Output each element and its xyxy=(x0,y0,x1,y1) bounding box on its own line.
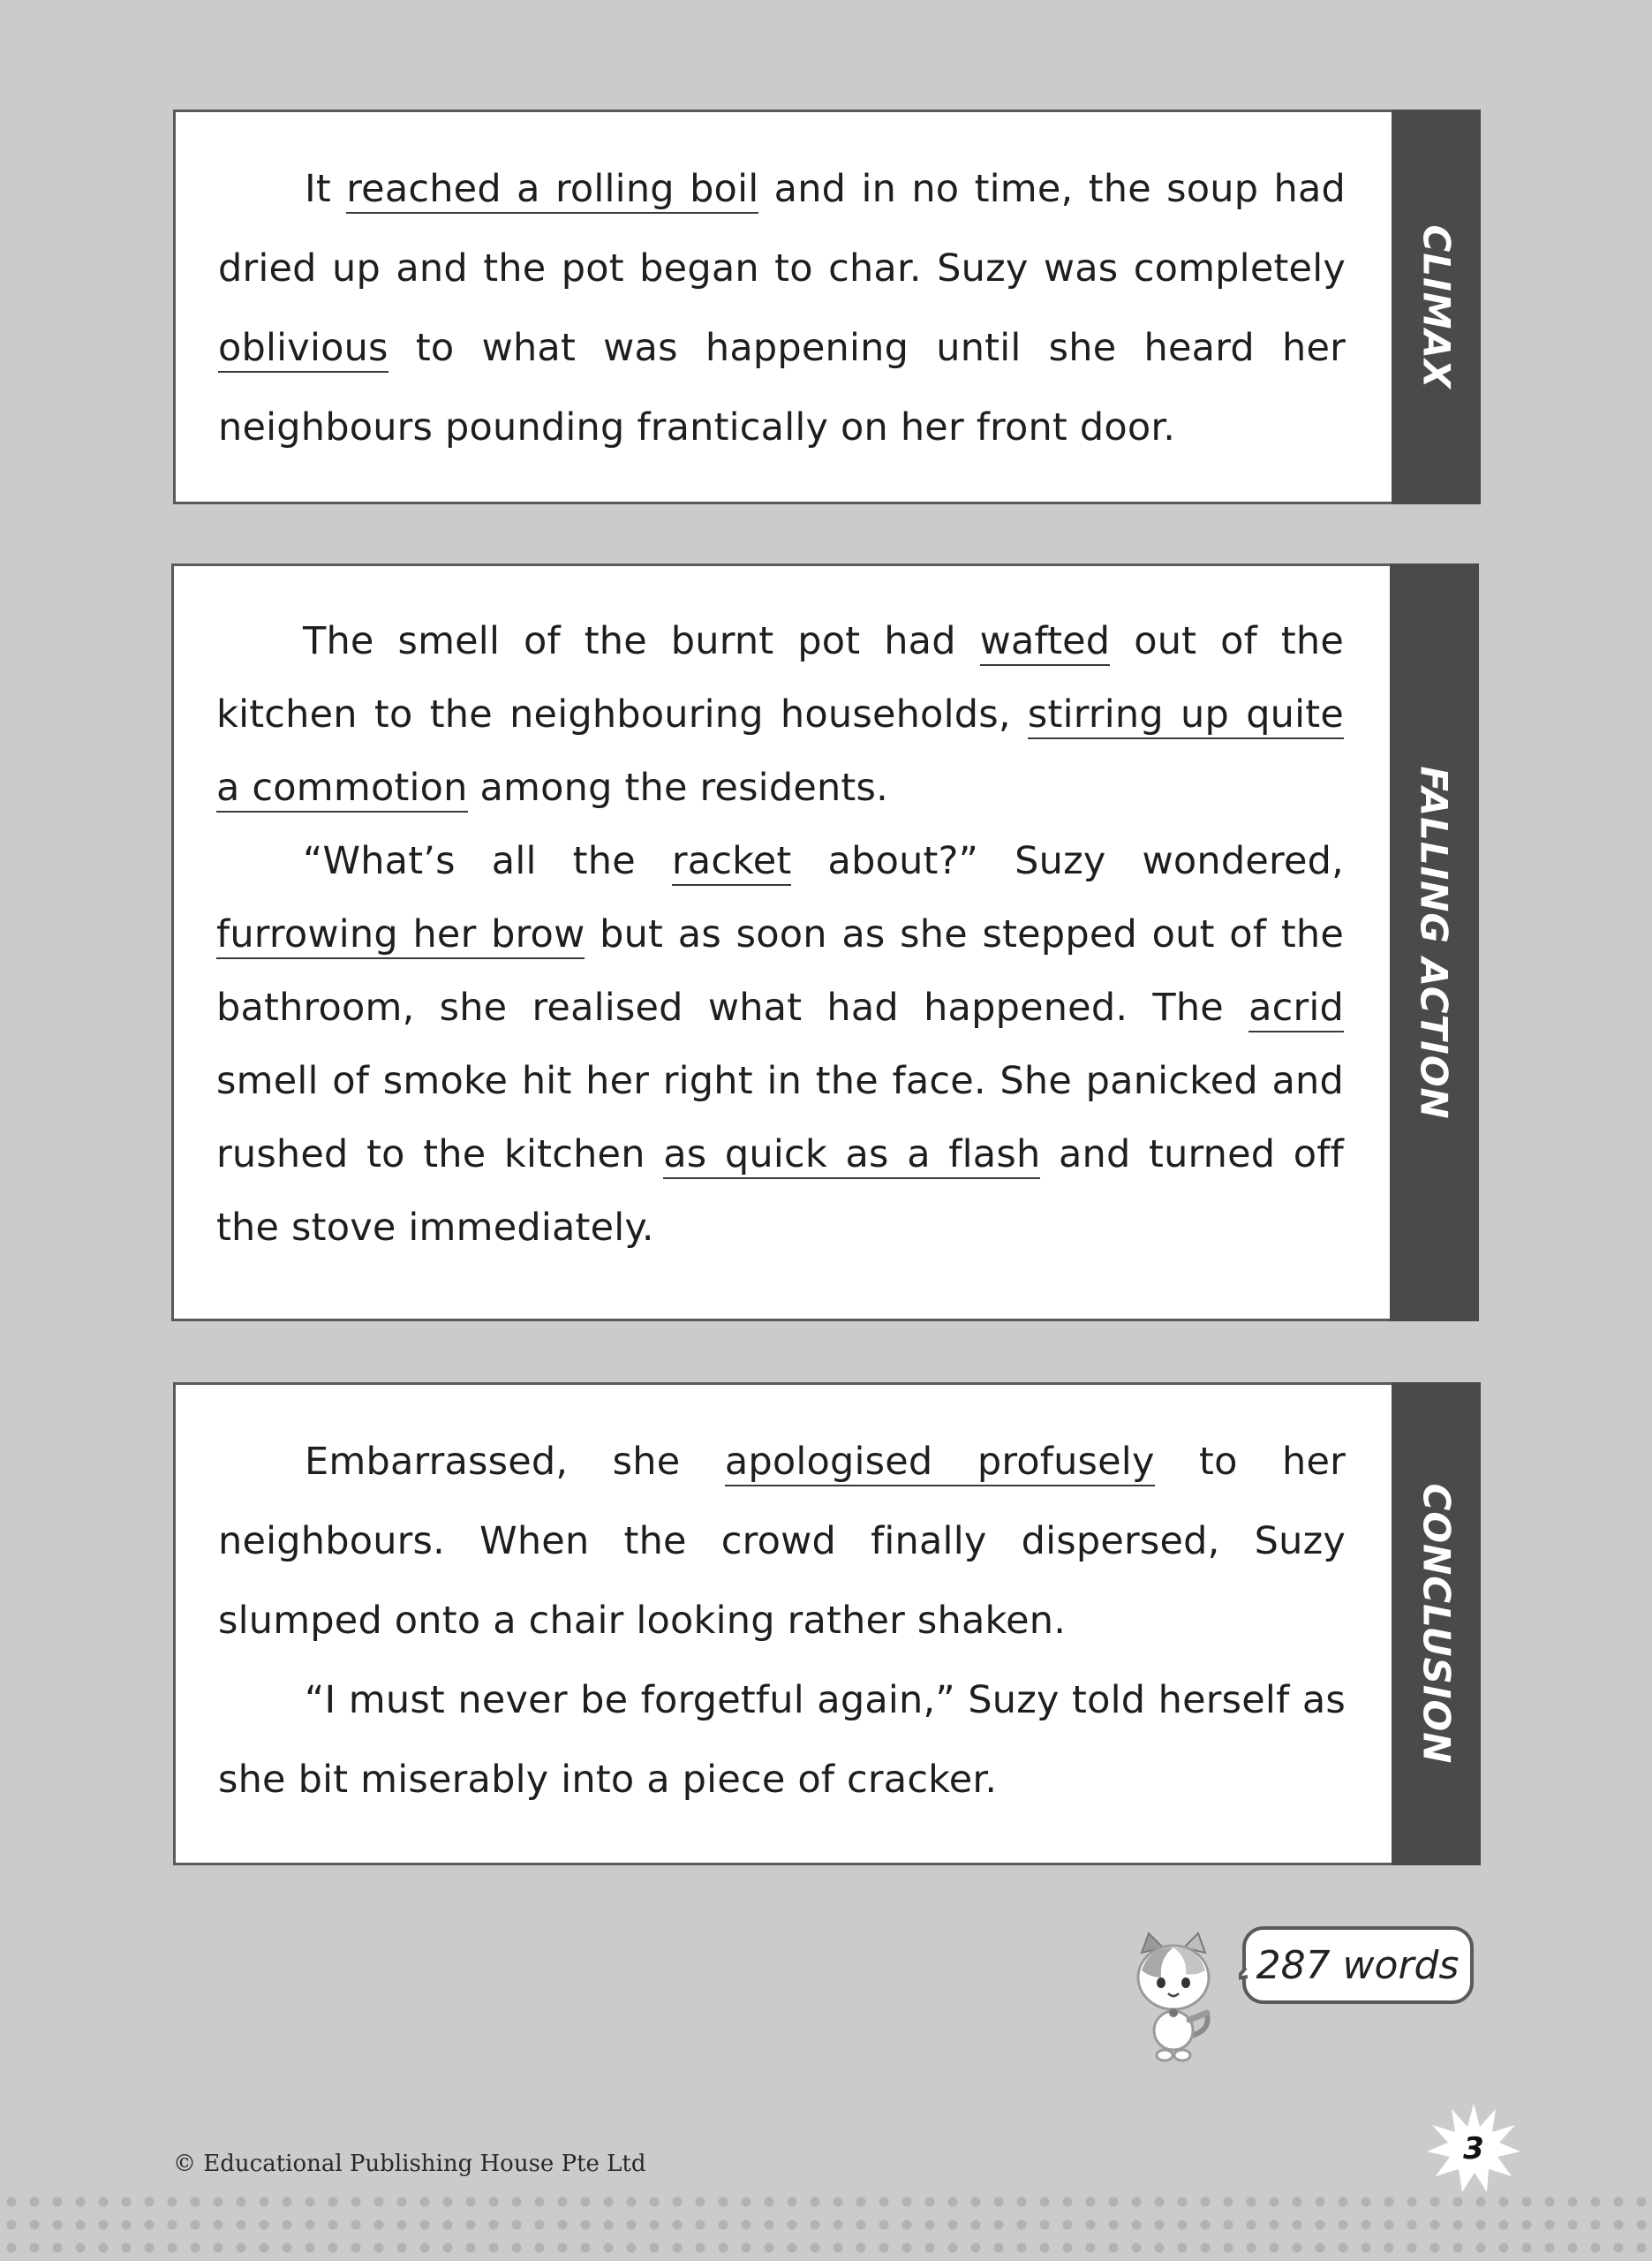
falling-action-tab xyxy=(1390,563,1479,1321)
climax-text xyxy=(218,149,1346,467)
conclusion-paragraph-2 xyxy=(218,1660,1346,1819)
vocab-stirring-up-quite-a-commotion: stirring up quite a commotion xyxy=(216,692,1344,813)
cat-mascot-icon xyxy=(1133,1932,1219,2062)
falling-action-text-run: smell of smoke hit her right in the face. She panicked and rushed to the kitchen xyxy=(216,1059,1344,1176)
conclusion-text-run: “I must never be forgetful again,” Suzy told herself as she bit miserably into a piece of cracker. xyxy=(218,1678,1346,1802)
falling-action-text-run: among the residents. xyxy=(467,766,888,810)
climax-paragraph-1 xyxy=(218,149,1346,467)
falling-action-text-run: out of the kitchen to the neighbouring households, xyxy=(216,619,1345,737)
vocab-acrid: acrid xyxy=(1248,986,1344,1032)
falling-action-text xyxy=(216,605,1344,1265)
climax-tab xyxy=(1392,110,1481,504)
climax-panel xyxy=(173,110,1481,504)
climax-text-run: and in no time, the soup had dried up and the pot began to char. Suzy was completely xyxy=(218,167,1346,291)
falling-action-paragraph-2 xyxy=(216,825,1344,1265)
falling-action-text-run: The smell of the burnt pot had xyxy=(303,619,980,663)
climax-label: CLIMAX xyxy=(1414,224,1458,389)
word-count-label: 287 words xyxy=(1256,1943,1460,1988)
climax-text-run: It xyxy=(305,167,347,211)
vocab-racket: racket xyxy=(672,839,792,886)
copyright-notice: © Educational Publishing House Pte Ltd xyxy=(173,2151,646,2177)
conclusion-text-run: to her neighbours. When the crowd finally dispersed, Suzy slumped onto a chair looking rather shaken. xyxy=(218,1440,1346,1643)
vocab-apologised-profusely: apologised profusely xyxy=(725,1440,1155,1486)
conclusion-text-run: Embarrassed, she xyxy=(305,1440,725,1484)
falling-action-text-run: about?” Suzy wondered, xyxy=(791,839,1344,883)
conclusion-panel xyxy=(173,1382,1481,1865)
vocab-reached-a-rolling-boil: reached a rolling boil xyxy=(346,167,758,214)
dotted-footer-pattern xyxy=(0,2190,1652,2261)
conclusion-tab xyxy=(1392,1382,1481,1865)
conclusion-paragraph-1 xyxy=(218,1422,1346,1660)
vocab-as-quick-as-a-flash: as quick as a flash xyxy=(663,1132,1040,1179)
climax-text-run: to what was happening until she heard her neighbours pounding frantically on her front door. xyxy=(218,326,1346,450)
vocab-furrowing-her-brow: furrowing her brow xyxy=(216,912,585,959)
falling-action-label: FALLING ACTION xyxy=(1413,765,1457,1120)
falling-action-text-run: but as soon as she stepped out of the bathroom, she realised what had happened. The xyxy=(216,912,1344,1030)
falling-action-paragraph-1 xyxy=(216,605,1344,825)
conclusion-label: CONCLUSION xyxy=(1414,1483,1458,1765)
falling-action-text-run: “What’s all the xyxy=(303,839,672,883)
conclusion-text xyxy=(218,1422,1346,1819)
falling-action-text-run: and turned off the stove immediately. xyxy=(216,1132,1344,1250)
falling-action-panel xyxy=(171,563,1479,1321)
vocab-oblivious: oblivious xyxy=(218,326,388,373)
vocab-wafted: wafted xyxy=(980,619,1111,666)
page-number: 3 xyxy=(1463,2131,1484,2166)
